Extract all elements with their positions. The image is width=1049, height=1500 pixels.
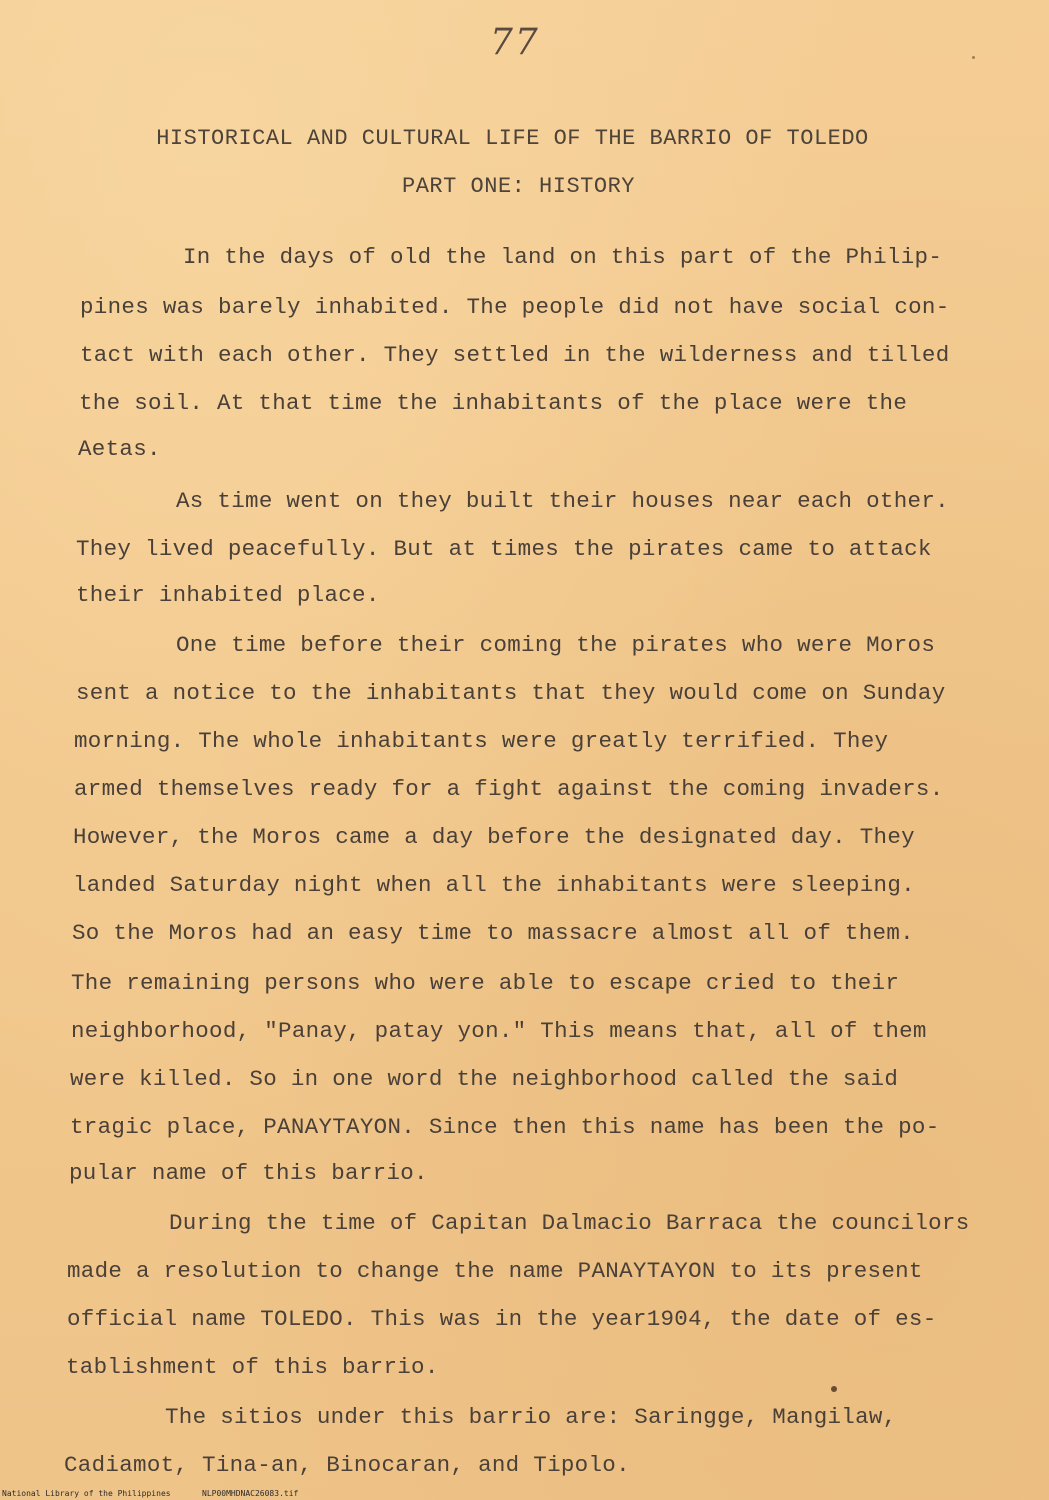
document-title: HISTORICAL AND CULTURAL LIFE OF THE BARRIO OF TOLEDO [156,126,869,151]
text-line: pines was barely inhabited. The people did not have social con- [80,294,950,320]
text-line: armed themselves ready for a fight against the coming invaders. [74,776,944,802]
text-line: Cadiamot, Tina-an, Binocaran, and Tipolo. [64,1452,630,1478]
file-identifier: NLP00MHDNAC26083.tif [202,1489,299,1498]
text-line: were killed. So in one word the neighborhood called the said [70,1066,899,1092]
text-line: the soil. At that time the inhabitants of the place were the [79,390,908,416]
section-heading: PART ONE: HISTORY [402,174,635,199]
ink-speck [831,1386,837,1392]
text-line: tact with each other. They settled in the wilderness and tilled [80,342,950,368]
text-line: Aetas. [78,436,161,462]
ink-speck [972,56,975,59]
text-line: landed Saturday night when all the inhabitants were sleeping. [73,872,915,898]
text-line: official name TOLEDO. This was in the year1904, the date of es- [67,1306,937,1332]
text-line: As time went on they built their houses near each other. [176,488,949,514]
text-line: made a resolution to change the name PANAYTAYON to its present [67,1258,923,1284]
scan-footer [0,1487,1049,1500]
text-line: The remaining persons who were able to escape cried to their [71,970,900,996]
page-number: 77 [490,22,540,63]
library-credit: National Library of the Philippines [2,1489,171,1498]
text-line: neighborhood, "Panay, patay yon." This means that, all of them [71,1018,927,1044]
text-line: pular name of this barrio. [69,1160,428,1186]
text-line: However, the Moros came a day before the designated day. They [73,824,915,850]
text-line: tragic place, PANAYTAYON. Since then this name has been the po- [70,1114,940,1140]
text-line: morning. The whole inhabitants were greatly terrified. They [74,728,889,754]
text-line: The sitios under this barrio are: Saringge, Mangilaw, [165,1404,897,1430]
text-line: In the days of old the land on this part of the Philip- [183,244,943,270]
text-line: their inhabited place. [76,582,380,608]
text-line: One time before their coming the pirates who were Moros [176,632,936,658]
text-line: They lived peacefully. But at times the pirates came to attack [76,536,932,562]
text-line: tablishment of this barrio. [66,1354,439,1380]
text-line: During the time of Capitan Dalmacio Barraca the councilors [169,1210,970,1236]
text-line: sent a notice to the inhabitants that they would come on Sunday [76,680,946,706]
text-line: So the Moros had an easy time to massacre almost all of them. [72,920,914,946]
